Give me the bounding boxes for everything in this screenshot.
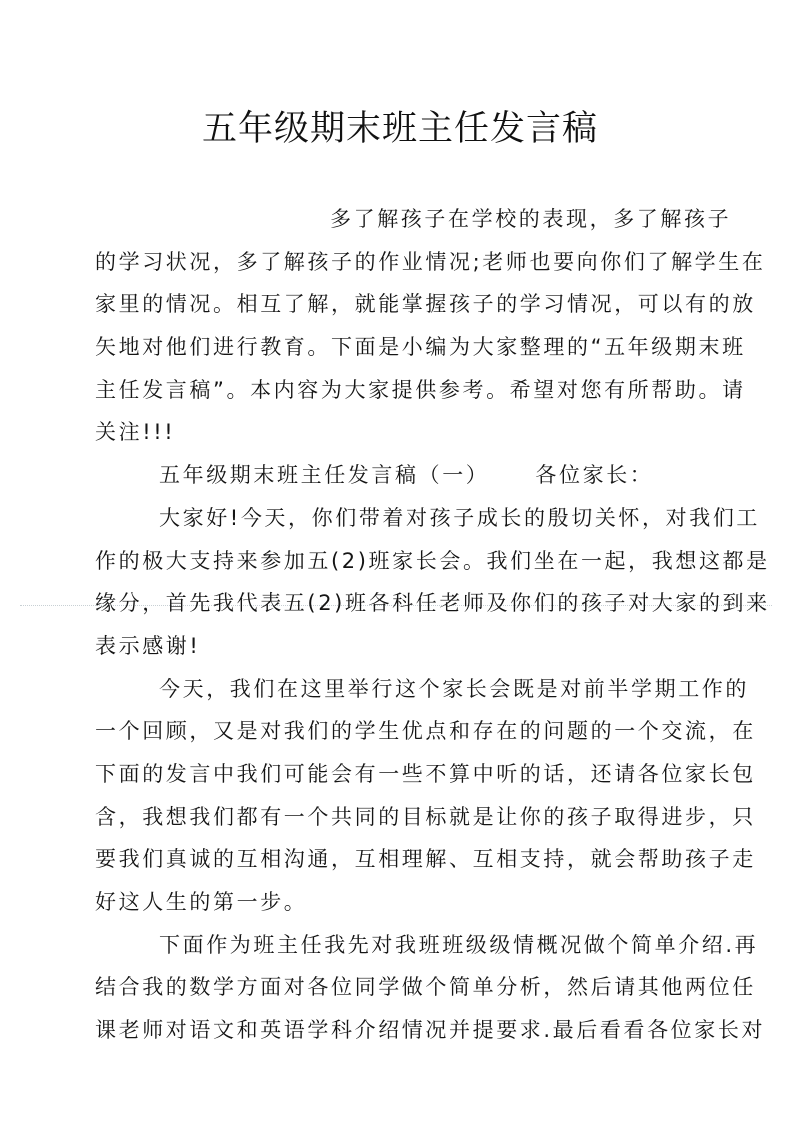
section-heading-row xyxy=(95,454,707,497)
paragraph-line: 缘分，首先我代表五(2)班各科任老师及你们的孩子对大家的到来 xyxy=(95,591,770,616)
paragraph-line: 课老师对语文和英语学科介绍情况并提要求.最后看看各位家长对 xyxy=(95,1018,766,1043)
intro-line: 主任发言稿”。本内容为大家提供参考。希望对您有所帮助。请 xyxy=(95,377,746,402)
paragraph-line: 表示感谢! xyxy=(95,633,201,658)
paragraph-line: 要我们真诚的互相沟通，互相理解、互相支持，就会帮助孩子走 xyxy=(95,847,756,872)
paragraph-3 xyxy=(95,924,766,1052)
document-body xyxy=(95,198,770,1052)
paragraph-line: 一个回顾，又是对我们的学生优点和存在的问题的一个交流，在 xyxy=(95,719,756,744)
salutation: 各位家长： xyxy=(535,463,654,488)
intro-line: 多了解孩子在学校的表现，多了解孩子 xyxy=(330,207,732,231)
intro-line: 矢地对他们进行教育。下面是小编为大家整理的“五年级期末班 xyxy=(95,335,746,360)
paragraph-line: 好这人生的第一步。 xyxy=(95,890,308,914)
paragraph-line: 大家好!今天，你们带着对孩子成长的殷切关怀，对我们工 xyxy=(159,505,761,530)
paragraph-line: 含，我想我们都有一个共同的目标就是让你的孩子取得进步，只 xyxy=(95,804,756,829)
paragraph-1 xyxy=(95,497,770,668)
intro-line: 关注!!! xyxy=(95,420,176,445)
paragraph-2 xyxy=(95,668,756,924)
paragraph-line: 作的极大支持来参加五(2)班家长会。我们坐在一起，我想这都是 xyxy=(95,548,770,573)
paragraph-line: 下面的发言中我们可能会有一些不算中听的话，还请各位家长包 xyxy=(95,761,756,786)
section-heading: 五年级期末班主任发言稿（一） xyxy=(159,463,490,488)
paragraph-line: 下面作为班主任我先对我班班级级情概况做个简单介绍.再 xyxy=(159,932,759,957)
document-title: 五年级期末班主任发言稿 xyxy=(201,109,598,149)
intro-line: 的学习状况，多了解孩子的作业情况;老师也要向你们了解学生在 xyxy=(95,249,766,274)
paragraph-line: 今天，我们在这里举行这个家长会既是对前半学期工作的 xyxy=(159,676,749,701)
intro-line: 家里的情况。相互了解，就能掌握孩子的学习情况，可以有的放 xyxy=(95,292,756,317)
intro-paragraph xyxy=(95,198,766,454)
paragraph-line: 结合我的数学方面对各位同学做个简单分析，然后请其他两位任 xyxy=(95,975,756,1000)
